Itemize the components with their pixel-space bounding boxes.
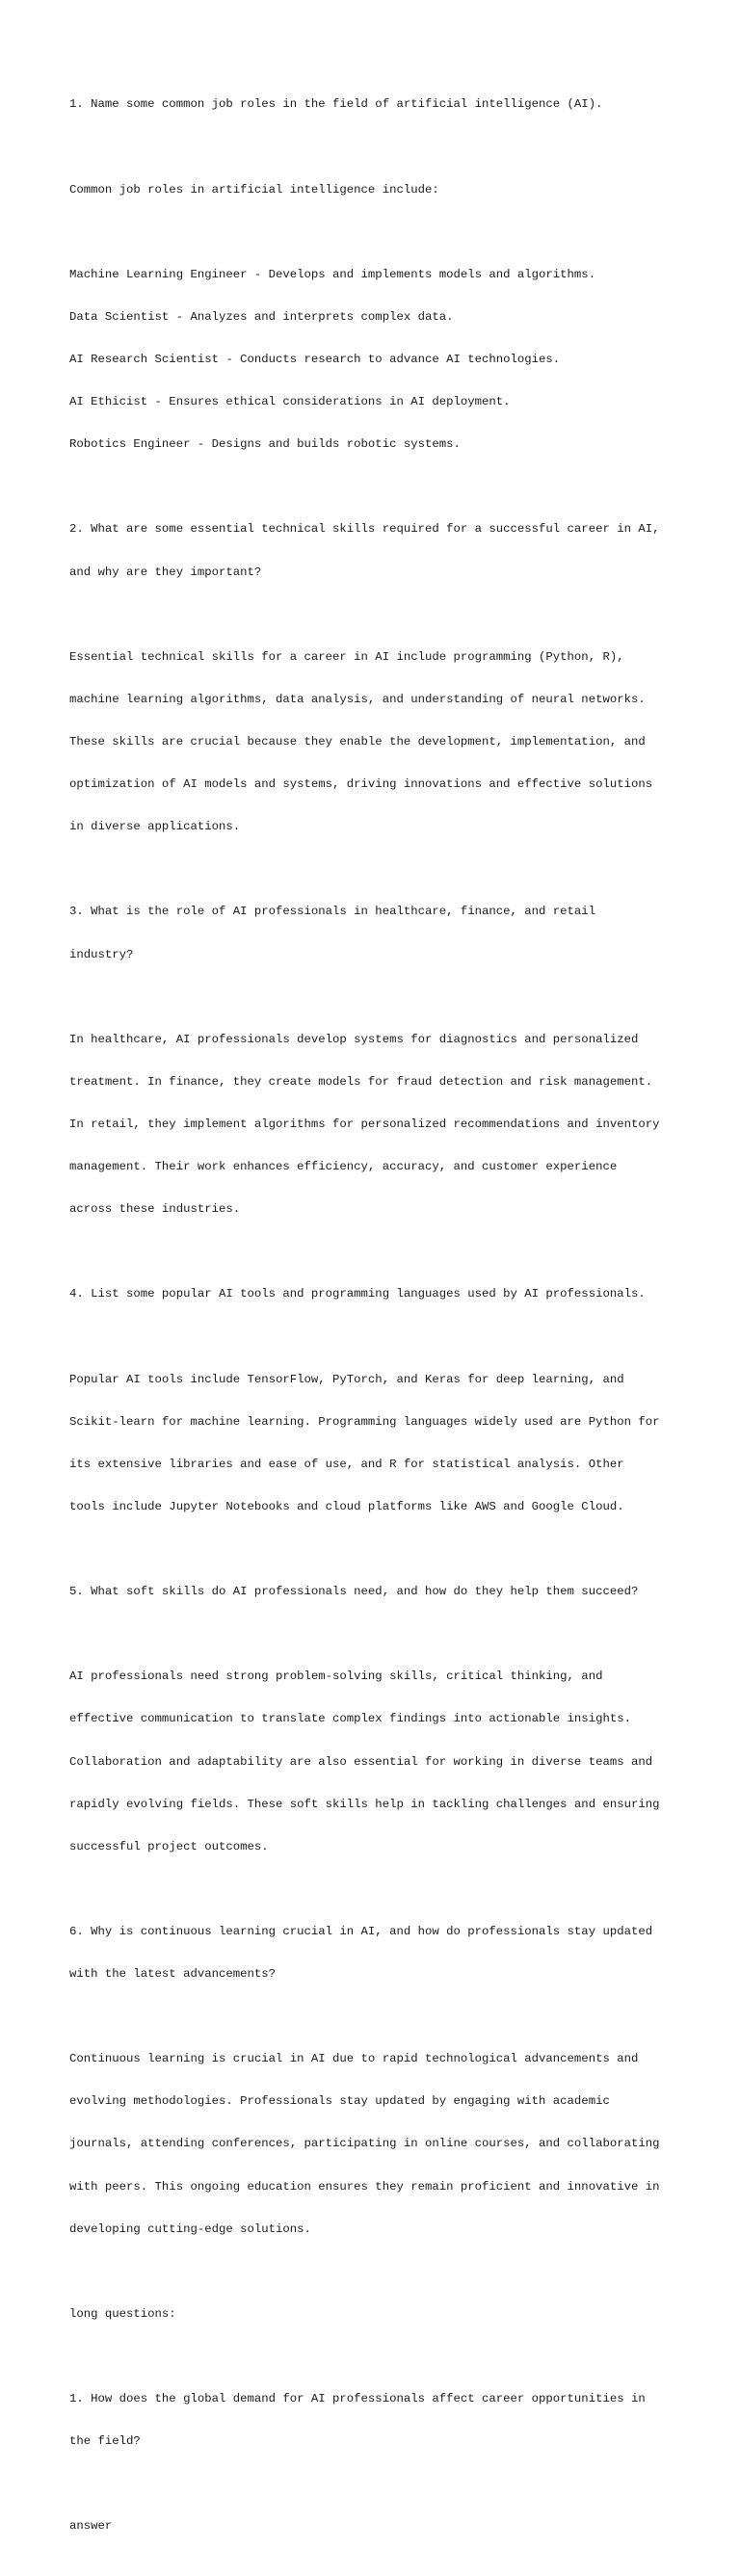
text-line: Scikit-learn for machine learning. Programming languages widely used are Python for xyxy=(69,1414,660,1429)
text-line: developing cutting-edge solutions. xyxy=(69,2221,311,2236)
question-3 xyxy=(69,877,686,990)
text-line: journals, attending conferences, participating in online courses, and collaborating xyxy=(69,2137,660,2151)
answer-6 xyxy=(69,2024,686,2265)
question-5 xyxy=(69,1557,686,1628)
question-6 xyxy=(69,1897,686,2011)
text-line: 1. How does the global demand for AI professionals affect career opportunities in xyxy=(69,2392,646,2406)
text-line: 5. What soft skills do AI professionals need, and how do they help them succeed? xyxy=(69,1585,639,1599)
text-line: evolving methodologies. Professionals stay updated by engaging with academic xyxy=(69,2094,610,2109)
answer-4 xyxy=(69,1344,686,1542)
text-line: tools include Jupyter Notebooks and cloud platforms like AWS and Google Cloud. xyxy=(69,1499,624,1513)
answer-3 xyxy=(69,1004,686,1245)
text-line: with peers. This ongoing education ensures they remain proficient and innovative in xyxy=(69,2179,660,2194)
text-line: Popular AI tools include TensorFlow, PyTorch, and Keras for deep learning, and xyxy=(69,1372,624,1386)
text-line: 1. Name some common job roles in the field of artificial intelligence (AI). xyxy=(69,97,603,112)
question-4 xyxy=(69,1259,686,1330)
text-line: In retail, they implement algorithms for personalized recommendations and inventory xyxy=(69,1117,660,1131)
text-line: 3. What is the role of AI professionals in healthcare, finance, and retail xyxy=(69,905,596,919)
question-2 xyxy=(69,494,686,608)
text-line: across these industries. xyxy=(69,1202,241,1217)
text-line: successful project outcomes. xyxy=(69,1839,269,1853)
text-line: Continuous learning is crucial in AI due to rapid technological advancements and xyxy=(69,2052,639,2066)
text-line: industry? xyxy=(69,947,134,961)
answer-1-intro xyxy=(69,154,686,225)
text-line: 4. List some popular AI tools and programming languages used by AI professionals. xyxy=(69,1287,646,1301)
text-line: the field? xyxy=(69,2434,141,2449)
text-line: rapidly evolving fields. These soft skills help in tackling challenges and ensuring xyxy=(69,1797,660,1811)
text-line: In healthcare, AI professionals develop systems for diagnostics and personalized xyxy=(69,1032,639,1046)
list-item: Machine Learning Engineer - Develops and implements models and algorithms. xyxy=(69,267,596,281)
long-questions-heading xyxy=(69,2278,686,2350)
text-line: management. Their work enhances efficiency, accuracy, and customer experience xyxy=(69,1160,618,1174)
text-line: Common job roles in artificial intelligence include: xyxy=(69,182,439,197)
list-item: Robotics Engineer - Designs and builds robotic systems. xyxy=(69,437,461,452)
long-answer-1-placeholder xyxy=(69,2491,686,2563)
text-line: treatment. In finance, they create models for fraud detection and risk management. xyxy=(69,1074,653,1089)
text-line: effective communication to translate complex findings into actionable insights. xyxy=(69,1712,631,1726)
text-line: AI professionals need strong problem-solving skills, critical thinking, and xyxy=(69,1669,603,1684)
answer-2 xyxy=(69,621,686,862)
text-line: Collaboration and adaptability are also essential for working in diverse teams and xyxy=(69,1754,653,1769)
text-line: machine learning algorithms, data analysis, and understanding of neural networks. xyxy=(69,692,646,706)
text-line: with the latest advancements? xyxy=(69,1967,277,1982)
job-roles-list xyxy=(69,239,686,480)
long-question-1 xyxy=(69,2364,686,2478)
text-line: answer xyxy=(69,2519,113,2534)
text-line: 2. What are some essential technical skills required for a successful career in AI, xyxy=(69,522,660,537)
text-line: and why are they important? xyxy=(69,565,262,579)
list-item: AI Ethicist - Ensures ethical considerations in AI deployment. xyxy=(69,395,511,409)
list-item: Data Scientist - Analyzes and interprets complex data. xyxy=(69,309,454,324)
text-line: optimization of AI models and systems, driving innovations and effective solutions xyxy=(69,777,653,792)
list-item: AI Research Scientist - Conducts research to advance AI technologies. xyxy=(69,353,561,367)
answer-5 xyxy=(69,1642,686,1882)
text-line: its extensive libraries and ease of use, and R for statistical analysis. Other xyxy=(69,1457,624,1471)
text-line: These skills are crucial because they enable the development, implementation, and xyxy=(69,734,646,749)
text-line: long questions: xyxy=(69,2306,176,2321)
document-page xyxy=(69,69,686,2576)
text-line: in diverse applications. xyxy=(69,820,241,834)
text-line: 6. Why is continuous learning crucial in AI, and how do professionals stay updated xyxy=(69,1924,653,1938)
text-line: Essential technical skills for a career in AI include programming (Python, R), xyxy=(69,649,624,664)
question-1 xyxy=(69,69,686,141)
